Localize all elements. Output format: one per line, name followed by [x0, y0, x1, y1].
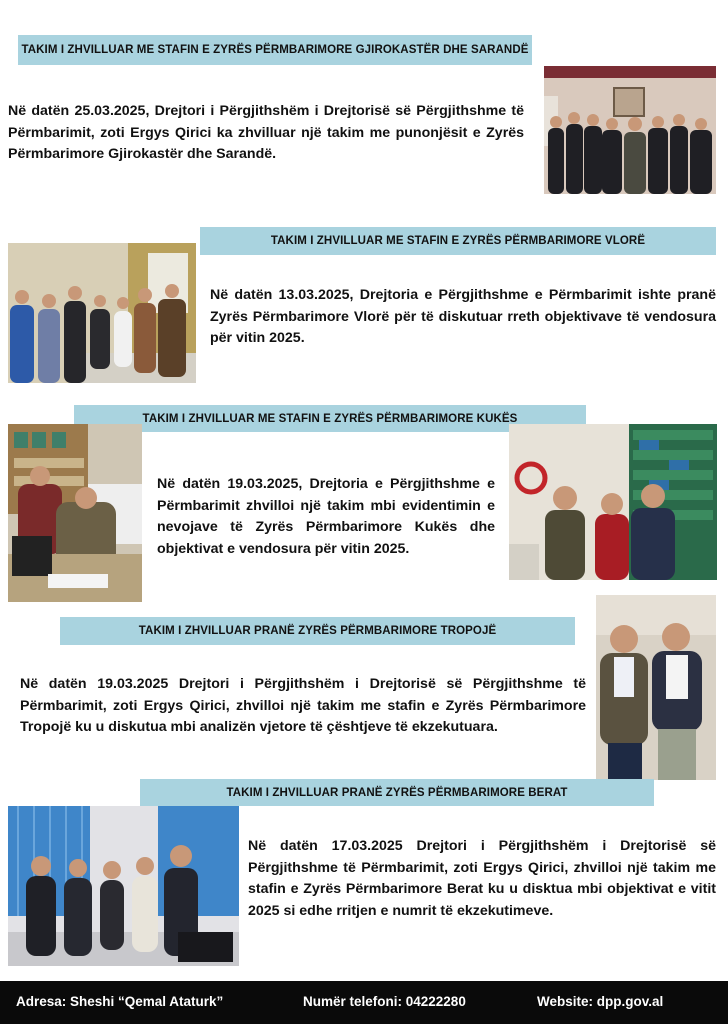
- section-3-title: TAKIM I ZHVILLUAR ME STAFIN E ZYRËS PËRMBARIMORE KUKËS: [74, 405, 586, 432]
- photo-kukes-office: [8, 424, 142, 602]
- section-1-title: TAKIM I ZHVILLUAR ME STAFIN E ZYRËS PËRMBARIMORE GJIROKASTËR DHE SARANDË: [18, 35, 532, 65]
- footer-website[interactable]: Website: dpp.gov.al: [537, 994, 664, 1009]
- section-2-body: Në datën 13.03.2025, Drejtoria e Përgjithshme e Përmbarimit ishte pranë Zyrës Përmbarimore Vlorë për të diskutuar rreth objektivave të vendosura për vitin 2025.: [210, 287, 716, 346]
- section-4-body: Në datën 19.03.2025 Drejtori i Përgjithshëm i Drejtorisë së Përgjithshme të Përmbarimit, zoti Ergys Qirici, zhvilloi një takim me stafin e Zyrës Përmbarimore Tropojë ku u diskutua mbi analizën vjetore të çështjeve të ekzekutuara.: [20, 676, 586, 735]
- footer-address: Adresa: Sheshi “Qemal Ataturk”: [16, 994, 224, 1009]
- photo-tropoje-meeting: [596, 595, 716, 780]
- section-1-body: Në datën 25.03.2025, Drejtori i Përgjithshëm i Drejtorisë së Përgjithshme të Përmbarimit, zoti Ergys Qirici ka zhvilluar një takim me punonjësit e Zyrës Përmbarimore Gjirokastër dhe Sarandë.: [8, 103, 524, 162]
- section-5-title: TAKIM I ZHVILLUAR PRANË ZYRËS PËRMBARIMORE BERAT: [140, 779, 654, 806]
- section-2-title: TAKIM I ZHVILLUAR ME STAFIN E ZYRËS PËRMBARIMORE VLORË: [200, 227, 716, 255]
- footer-bar: [0, 981, 728, 1024]
- photo-kukes-meeting: [509, 424, 717, 580]
- section-4-title: TAKIM I ZHVILLUAR PRANË ZYRËS PËRMBARIMORE TROPOJË: [60, 617, 575, 645]
- section-3-body: Në datën 19.03.2025, Drejtoria e Përgjithshme e Përmbarimit zhvilloi një takim mbi evidentimin e nevojave të Zyrës Përmbarimore Kukës dhe objektivat e vendosura për vitin 2025.: [157, 476, 495, 557]
- photo-gjirokaster-meeting: [544, 66, 716, 194]
- photo-berat-meeting: [8, 806, 239, 966]
- photo-vlore-meeting: [8, 243, 196, 383]
- section-5-body: Në datën 17.03.2025 Drejtori i Përgjithshëm i Drejtorisë së Përgjithshme të Përmbarimit, zoti Ergys Qirici, zhvilloi një takim me stafin e Zyrës Përmbarimore Berat ku u disktua mbi objektivat e vitit 2025 si edhe rritjen e numrit të ekzekutimeve.: [248, 838, 716, 919]
- footer-phone: Numër telefoni: 04222280: [303, 994, 466, 1009]
